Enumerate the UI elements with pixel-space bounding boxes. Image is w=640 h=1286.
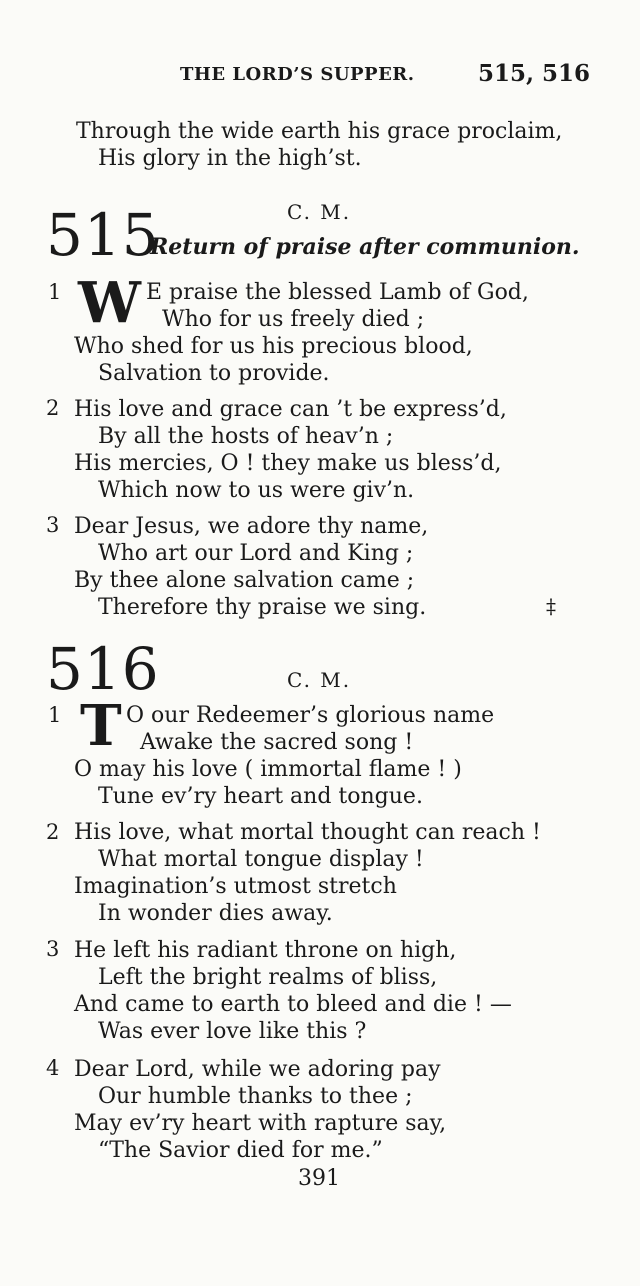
verse-line: In wonder dies away. — [98, 901, 333, 926]
verse-line: His love and grace can ’t be express’d, — [74, 397, 507, 422]
verse-line: O may his love ( immortal flame ! ) — [74, 757, 462, 782]
verse-number: 1 — [48, 703, 62, 727]
page-number: 391 — [298, 1166, 340, 1191]
verse-line: By thee alone salvation came ; — [74, 568, 415, 593]
verse-line: By all the hosts of heav’n ; — [98, 424, 394, 449]
drop-cap: T — [80, 693, 122, 759]
verse-line: His mercies, O ! they make us bless’d, — [74, 451, 502, 476]
hymn-515-meter: C. M. — [287, 200, 352, 224]
verse-number: 1 — [48, 280, 62, 304]
running-header-title: THE LORD’S SUPPER. — [180, 64, 415, 85]
verse-line: Salvation to provide. — [98, 361, 330, 386]
verse-line: He left his radiant throne on high, — [74, 938, 457, 963]
verse-line: Imagination’s utmost stretch — [74, 874, 397, 899]
verse-line: Who for us freely died ; — [162, 307, 425, 332]
verse-line: Dear Jesus, we adore thy name, — [74, 514, 429, 539]
verse-number: 3 — [46, 513, 60, 537]
end-of-hymn-mark: ‡ — [546, 594, 556, 618]
hymn-515-subtitle: Return of praise after communion. — [150, 234, 580, 260]
verse-line: Therefore thy praise we sing. — [98, 595, 427, 620]
verse-number: 4 — [46, 1056, 60, 1080]
verse-line: E praise the blessed Lamb of God, — [146, 280, 529, 305]
verse-line: O our Redeemer’s glorious name — [126, 703, 495, 728]
verse-line: Who art our Lord and King ; — [98, 541, 414, 566]
verse-line: Awake the sacred song ! — [140, 730, 414, 755]
continuation-line: Through the wide earth his grace proclaim, — [76, 119, 563, 144]
continuation-line: His glory in the high’st. — [98, 146, 362, 171]
verse-number: 2 — [46, 820, 60, 844]
hymn-516-meter: C. M. — [287, 668, 352, 692]
verse-line: May ev’ry heart with rapture say, — [74, 1111, 447, 1136]
verse-line: Which now to us were giv’n. — [98, 478, 415, 503]
verse-number: 3 — [46, 937, 60, 961]
verse-line: Left the bright realms of bliss, — [98, 965, 438, 990]
verse-line: And came to earth to bleed and die ! — — [74, 992, 512, 1017]
drop-cap: W — [78, 270, 141, 336]
verse-line: Dear Lord, while we adoring pay — [74, 1057, 441, 1082]
verse-line: Tune ev’ry heart and tongue. — [98, 784, 423, 809]
running-header-hymn-numbers: 515, 516 — [478, 60, 591, 87]
hymn-number-516: 516 — [46, 635, 160, 703]
hymn-number-515: 515 — [46, 201, 160, 269]
verse-line: “The Savior died for me.” — [98, 1138, 383, 1163]
verse-number: 2 — [46, 396, 60, 420]
verse-line: What mortal tongue display ! — [98, 847, 424, 872]
verse-line: Who shed for us his precious blood, — [74, 334, 473, 359]
verse-line: Was ever love like this ? — [98, 1019, 367, 1044]
verse-line: Our humble thanks to thee ; — [98, 1084, 413, 1109]
verse-line: His love, what mortal thought can reach ! — [74, 820, 541, 845]
